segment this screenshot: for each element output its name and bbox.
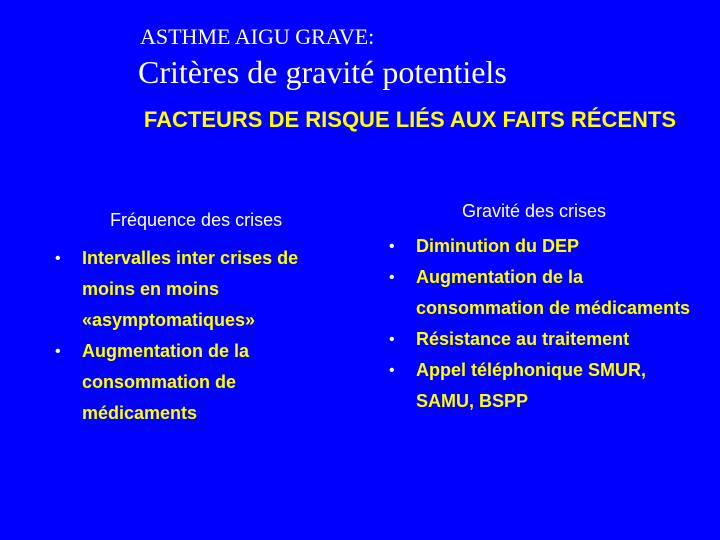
list-item [386,355,706,417]
bullet-icon: • [389,238,395,255]
list-item-text: Diminution du DEP [416,236,579,256]
slide-title-line2: Critères de gravité potentiels [138,54,507,90]
list-item-text: Intervalles inter crises de moins en moins «asymptomatiques» [82,248,299,330]
right-column-header: Gravité des crises [462,201,607,221]
bullet-icon: • [389,331,395,348]
left-column-header: Fréquence des crises [110,210,283,230]
right-bullet-list [386,231,706,417]
slide-title-line1: ASTHME AIGU GRAVE: [140,24,375,49]
list-item [52,243,352,336]
bullet-icon: • [55,343,61,360]
bullet-icon: • [55,250,61,267]
section-heading: FACTEURS DE RISQUE LIÉS AUX FAITS RÉCENTS [143,107,677,132]
list-item-text: Appel téléphonique SMUR, SAMU, BSPP [416,360,647,411]
list-item [52,336,352,429]
list-item-text: Résistance au traitement [416,329,630,349]
list-item [386,231,706,262]
bullet-icon: • [389,362,395,379]
bullet-icon: • [389,269,395,286]
list-item [386,324,706,355]
list-item-text: Augmentation de la consommation de médicaments [82,341,250,423]
list-item-text: Augmentation de la consommation de médicaments [416,267,691,318]
left-bullet-list [52,243,352,429]
list-item [386,262,706,324]
